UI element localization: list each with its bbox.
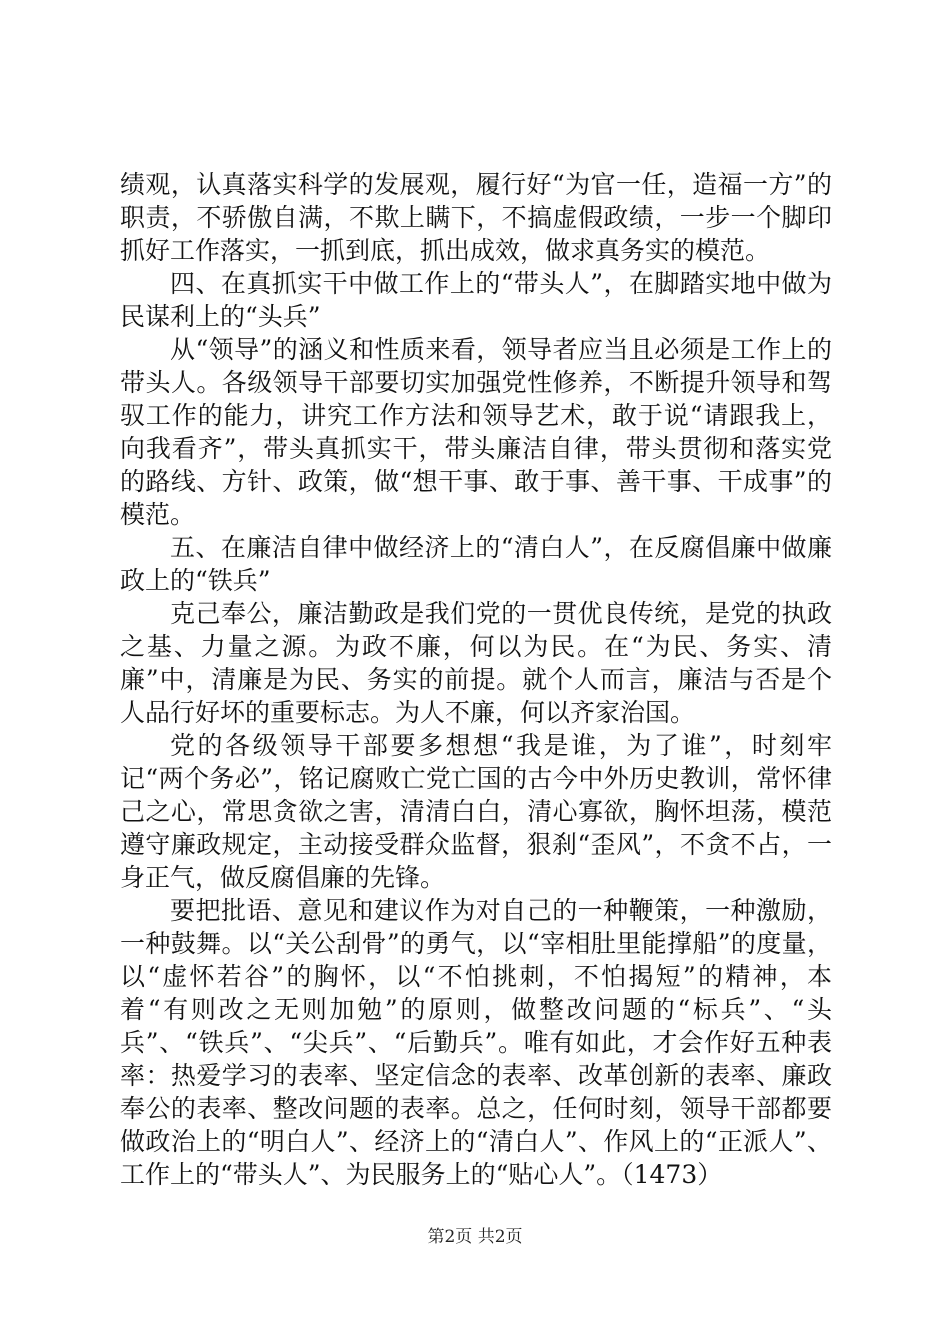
page-number: 第2页 共2页: [427, 1227, 523, 1247]
body-text: [120, 168, 832, 1191]
paragraph: 党的各级领导干部要多想想“我是谁，为了谁”，时刻牢记“两个务必”，铭记腐败亡党亡国的古今中外历史教训，常怀律己之心，常思贪欲之害，清清白白，清心寡欲，胸怀坦荡，模范遵守廉政规定，主动接受群众监督，狠刹“歪风”，不贪不占，一身正气，做反腐倡廉的先锋。: [120, 731, 832, 892]
section-heading-five: 五、在廉洁自律中做经济上的“清白人”，在反腐倡廉中做廉政上的“铁兵”: [120, 533, 832, 595]
paragraph-continuation: 绩观，认真落实科学的发展观，履行好“为官一任，造福一方”的职责，不骄傲自满，不欺上瞒下，不搞虚假政绩，一步一个脚印抓好工作落实，一抓到底，抓出成效，做求真务实的模范。: [120, 170, 832, 265]
section-heading-four: 四、在真抓实干中做工作上的“带头人”，在脚踏实地中做为民谋利上的“头兵”: [120, 269, 832, 331]
paragraph: 从“领导”的涵义和性质来看，领导者应当且必须是工作上的带头人。各级领导干部要切实加强党性修养，不断提升领导和驾驭工作的能力，讲究工作方法和领导艺术，敢于说“请跟我上，向我看齐”，带头真抓实干，带头廉洁自律，带头贯彻和落实党的路线、方针、政策，做“想干事、敢于事、善干事、干成事”的模范。: [120, 335, 832, 529]
paragraph: 克己奉公，廉洁勤政是我们党的一贯优良传统，是党的执政之基、力量之源。为政不廉，何以为民。在“为民、务实、清廉”中，清廉是为民、务实的前提。就个人而言，廉洁与否是个人品行好坏的重要标志。为人不廉，何以齐家治国。: [120, 599, 832, 727]
paragraph: 要把批语、意见和建议作为对自己的一种鞭策，一种激励，一种鼓舞。以“关公刮骨”的勇气，以“宰相肚里能撑船”的度量，以“虚怀若谷”的胸怀，以“不怕挑刺，不怕揭短”的精神，本着“有则改之无则加勉”的原则，做整改问题的“标兵”、“头兵”、“铁兵”、“尖兵”、“后勤兵”。唯有如此，才会作好五种表率：热爱学习的表率、坚定信念的表率、改革创新的表率、廉政奉公的表率、整改问题的表率。总之，任何时刻，领导干部都要做政治上的“明白人”、经济上的“清白人”、作风上的“正派人”、工作上的“带头人”、为民服务上的“贴心人”。（1473）: [120, 896, 832, 1189]
